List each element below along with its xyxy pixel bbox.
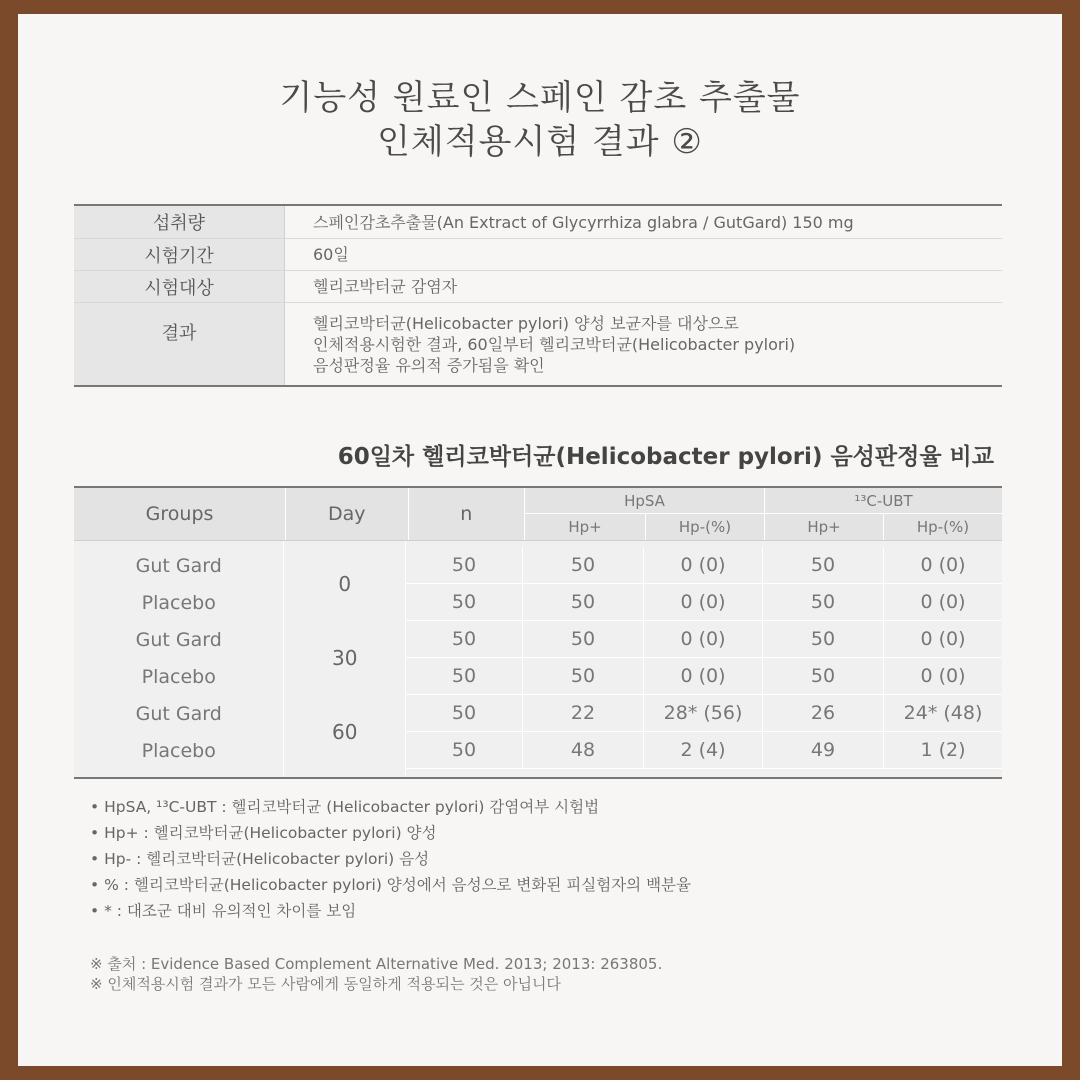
cell-ubt-hp-minus: 24* (48) xyxy=(884,695,1002,732)
header-groups: Groups xyxy=(74,488,286,540)
cell-hpsa-hp-minus: 28* (56) xyxy=(644,695,763,732)
info-value xyxy=(285,303,1002,385)
cell-ubt-hp-minus: 0 (0) xyxy=(884,658,1002,695)
comparison-table xyxy=(74,486,1002,779)
cell-hpsa-hp-minus: 0 (0) xyxy=(644,584,763,621)
info-value-line: 60일 xyxy=(313,245,349,264)
cell-ubt-hp-plus: 50 xyxy=(763,547,884,584)
header-hpsa-hp-plus: Hp+ xyxy=(525,514,646,540)
header-ubt-hp-plus: Hp+ xyxy=(765,514,884,540)
group-cell: Placebo xyxy=(141,665,216,688)
day-cell: 30 xyxy=(332,646,358,670)
cell-hpsa-hp-plus: 50 xyxy=(523,658,644,695)
group-cell: Gut Gard xyxy=(135,628,222,651)
table-row xyxy=(406,584,1002,621)
cell-ubt-hp-plus: 50 xyxy=(763,584,884,621)
title-line-1: 기능성 원료인 스페인 감초 추출물 xyxy=(279,78,801,118)
info-row-intake xyxy=(74,206,1002,239)
table-header xyxy=(74,488,1002,541)
info-value-line: 헬리코박터균 감염자 xyxy=(313,277,458,296)
header-n: n xyxy=(409,488,525,540)
table-row xyxy=(406,732,1002,769)
day-column xyxy=(284,541,406,777)
info-value-line: 헬리코박터균(Helicobacter pylori) 양성 보균자를 대상으로 xyxy=(313,313,739,333)
info-row-period xyxy=(74,239,1002,271)
cell-n: 50 xyxy=(406,584,523,621)
cell-hpsa-hp-minus: 0 (0) xyxy=(644,547,763,584)
header-ubt: ¹³C-UBT xyxy=(765,488,1002,514)
cell-ubt-hp-minus: 0 (0) xyxy=(884,584,1002,621)
cell-ubt-hp-plus: 50 xyxy=(763,658,884,695)
info-value xyxy=(285,239,1002,270)
header-hpsa: HpSA xyxy=(525,488,764,514)
info-label: 시험기간 xyxy=(74,239,285,270)
header-hpsa-hp-minus: Hp-(%) xyxy=(678,518,732,536)
cell-n: 50 xyxy=(406,658,523,695)
info-value-line: 스페인감초추출물(An Extract of Glycyrrhiza glabra / GutGard) 150 mg xyxy=(313,212,854,232)
info-table xyxy=(74,204,1002,387)
header-ubt-hp-minus: Hp-(%) xyxy=(916,518,970,536)
cell-hpsa-hp-plus: 50 xyxy=(523,547,644,584)
references xyxy=(90,954,1030,994)
reference-source: ※ 출처 : Evidence Based Complement Alternative Med. 2013; 2013: 263805. xyxy=(90,955,663,973)
cell-hpsa-hp-minus: 0 (0) xyxy=(644,621,763,658)
info-value-line: 음성판정율 유의적 증가됨을 확인 xyxy=(313,355,545,375)
group-cell: Placebo xyxy=(141,739,216,762)
info-row-result xyxy=(74,303,1002,385)
group-cell: Gut Gard xyxy=(135,554,222,577)
table-row xyxy=(406,695,1002,732)
cell-n: 50 xyxy=(406,547,523,584)
table-row xyxy=(406,621,1002,658)
info-value xyxy=(285,206,1002,238)
page-title xyxy=(18,76,1062,164)
cell-hpsa-hp-plus: 22 xyxy=(523,695,644,732)
cell-ubt-hp-minus: 1 (2) xyxy=(884,732,1002,769)
cell-ubt-hp-minus: 0 (0) xyxy=(884,547,1002,584)
groups-column xyxy=(74,541,284,777)
day-cell: 60 xyxy=(332,720,358,744)
cell-hpsa-hp-plus: 50 xyxy=(523,621,644,658)
footnote: • * : 대조군 대비 유의적인 차이를 보임 xyxy=(90,902,357,920)
cell-hpsa-hp-plus: 50 xyxy=(523,584,644,621)
cell-n: 50 xyxy=(406,732,523,769)
table-row xyxy=(406,658,1002,695)
cell-ubt-hp-plus: 26 xyxy=(763,695,884,732)
values-columns xyxy=(406,541,1002,777)
reference-disclaimer: ※ 인체적용시험 결과가 모든 사람에게 동일하게 적용되는 것은 아닙니다 xyxy=(90,975,561,993)
cell-n: 50 xyxy=(406,621,523,658)
footnote: • Hp+ : 헬리코박터균(Helicobacter pylori) 양성 xyxy=(90,824,437,842)
header-ubt-group xyxy=(765,488,1002,540)
group-cell: Gut Gard xyxy=(135,702,222,725)
section-subtitle: 60일차 헬리코박터균(Helicobacter pylori) 음성판정율 비교 xyxy=(337,444,994,470)
info-label: 결과 xyxy=(74,303,285,385)
info-label: 섭취량 xyxy=(74,206,285,238)
title-line-2: 인체적용시험 결과 ② xyxy=(377,122,703,162)
cell-hpsa-hp-plus: 48 xyxy=(523,732,644,769)
info-row-subjects xyxy=(74,271,1002,303)
info-label: 시험대상 xyxy=(74,271,285,302)
cell-ubt-hp-minus: 0 (0) xyxy=(884,621,1002,658)
cell-n: 50 xyxy=(406,695,523,732)
table-row xyxy=(406,547,1002,584)
footnote: • % : 헬리코박터균(Helicobacter pylori) 양성에서 음성으로 변화된 피실험자의 백분율 xyxy=(90,876,691,894)
info-value-line: 인체적용시험한 결과, 60일부터 헬리코박터균(Helicobacter pylori) xyxy=(313,334,796,354)
footnotes xyxy=(90,794,1030,924)
group-cell: Placebo xyxy=(141,591,216,614)
header-hpsa-group xyxy=(525,488,765,540)
cell-ubt-hp-plus: 49 xyxy=(763,732,884,769)
cell-ubt-hp-plus: 50 xyxy=(763,621,884,658)
table-body xyxy=(74,541,1002,777)
footnote: • Hp- : 헬리코박터균(Helicobacter pylori) 음성 xyxy=(90,850,430,868)
day-cell: 0 xyxy=(338,572,352,596)
cell-hpsa-hp-minus: 2 (4) xyxy=(644,732,763,769)
cell-hpsa-hp-minus: 0 (0) xyxy=(644,658,763,695)
header-day: Day xyxy=(286,488,408,540)
page-frame xyxy=(18,14,1062,1066)
info-value xyxy=(285,271,1002,302)
footnote: • HpSA, ¹³C-UBT : 헬리코박터균 (Helicobacter pylori) 감염여부 시험법 xyxy=(90,798,600,816)
